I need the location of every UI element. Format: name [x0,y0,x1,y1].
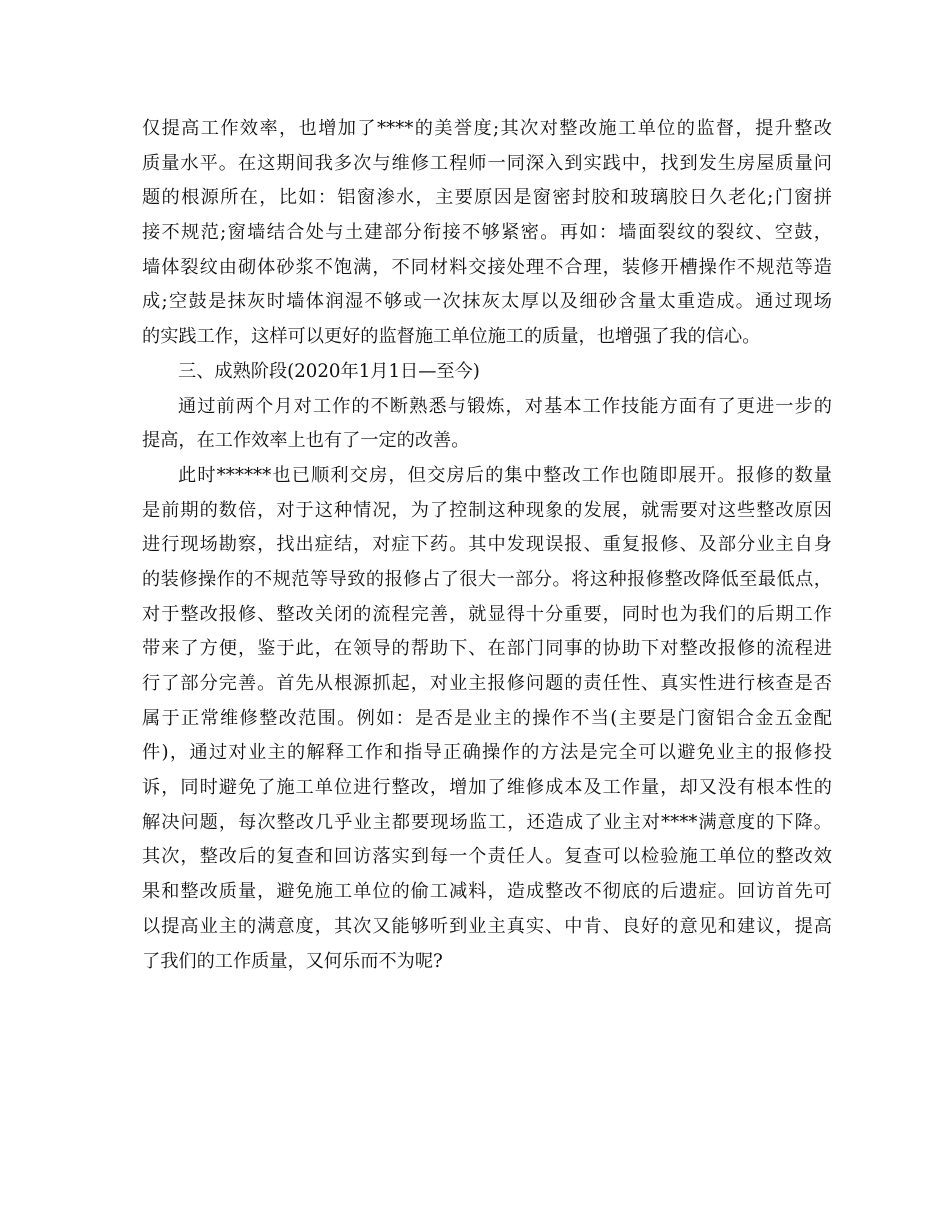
body-line: 其次，整改后的复查和回访落实到每一个责任人。复查可以检验施工单位的整改效 [142,846,832,868]
document-body [142,112,832,979]
body-line: 行了部分完善。首先从根源抓起，对业主报修问题的责任性、真实性进行核查是否 [142,673,832,694]
body-line: 的装修操作的不规范等导致的报修占了很大一部分。将这种报修整改降低至最低点， [142,568,832,590]
body-line: 题的根源所在，比如：铝窗渗水，主要原因是窗密封胶和玻璃胶日久老化;门窗拼 [142,187,832,209]
body-line: 进行现场勘察，找出症结，对症下药。其中发现误报、重复报修、及部分业主自身 [142,534,832,556]
section-heading: 三、成熟阶段(2020年1月1日—至今) [178,360,480,382]
body-line: 果和整改质量，避免施工单位的偷工减料，造成整改不彻底的后遗症。回访首先可 [142,881,832,903]
body-line: 成;空鼓是抹灰时墙体润湿不够或一次抹灰太厚以及细砂含量太重造成。通过现场 [142,291,832,313]
body-line: 此时******也已顺利交房，但交房后的集中整改工作也随即展开。报修的数量 [178,464,832,486]
body-line: 是前期的数倍，对于这种情况，为了控制这种现象的发展，就需要对这些整改原因 [142,499,832,521]
body-line: 属于正常维修整改范围。例如：是否是业主的操作不当(主要是门窗铝合金五金配 [142,707,832,729]
body-line: 对于整改报修、整改关闭的流程完善，就显得十分重要，同时也为我们的后期工作 [142,603,832,625]
body-line: 以提高业主的满意度，其次又能够听到业主真实、中肯、良好的意见和建议，提高 [142,915,832,937]
body-line: 带来了方便，鉴于此，在领导的帮助下、在部门同事的协助下对整改报修的流程进 [142,638,832,660]
body-line: 通过前两个月对工作的不断熟悉与锻炼，对基本工作技能方面有了更进一步的 [178,395,832,417]
body-line: 质量水平。在这期间我多次与维修工程师一同深入到实践中，找到发生房屋质量问 [142,152,832,174]
body-line: 墙体裂纹由砌体砂浆不饱满，不同材料交接处理不合理，装修开槽操作不规范等造 [142,256,832,278]
body-line: 诉，同时避免了施工单位进行整改，增加了维修成本及工作量，却又没有根本性的 [142,777,832,799]
body-line: 件)，通过对业主的解释工作和指导正确操作的方法是完全可以避免业主的报修投 [142,742,832,764]
body-line: 仅提高工作效率，也增加了****的美誉度;其次对整改施工单位的监督，提升整改 [142,118,832,139]
body-line: 了我们的工作质量，又何乐而不为呢? [142,950,443,972]
body-line: 解决问题，每次整改几乎业主都要现场监工，还造成了业主对****满意度的下降。 [142,811,832,833]
body-line: 接不规范;窗墙结合处与土建部分衔接不够紧密。再如：墙面裂纹的裂纹、空鼓， [142,222,832,244]
body-line: 的实践工作，这样可以更好的监督施工单位施工的质量，也增强了我的信心。 [142,326,761,348]
body-line: 提高，在工作效率上也有了一定的改善。 [142,430,470,452]
